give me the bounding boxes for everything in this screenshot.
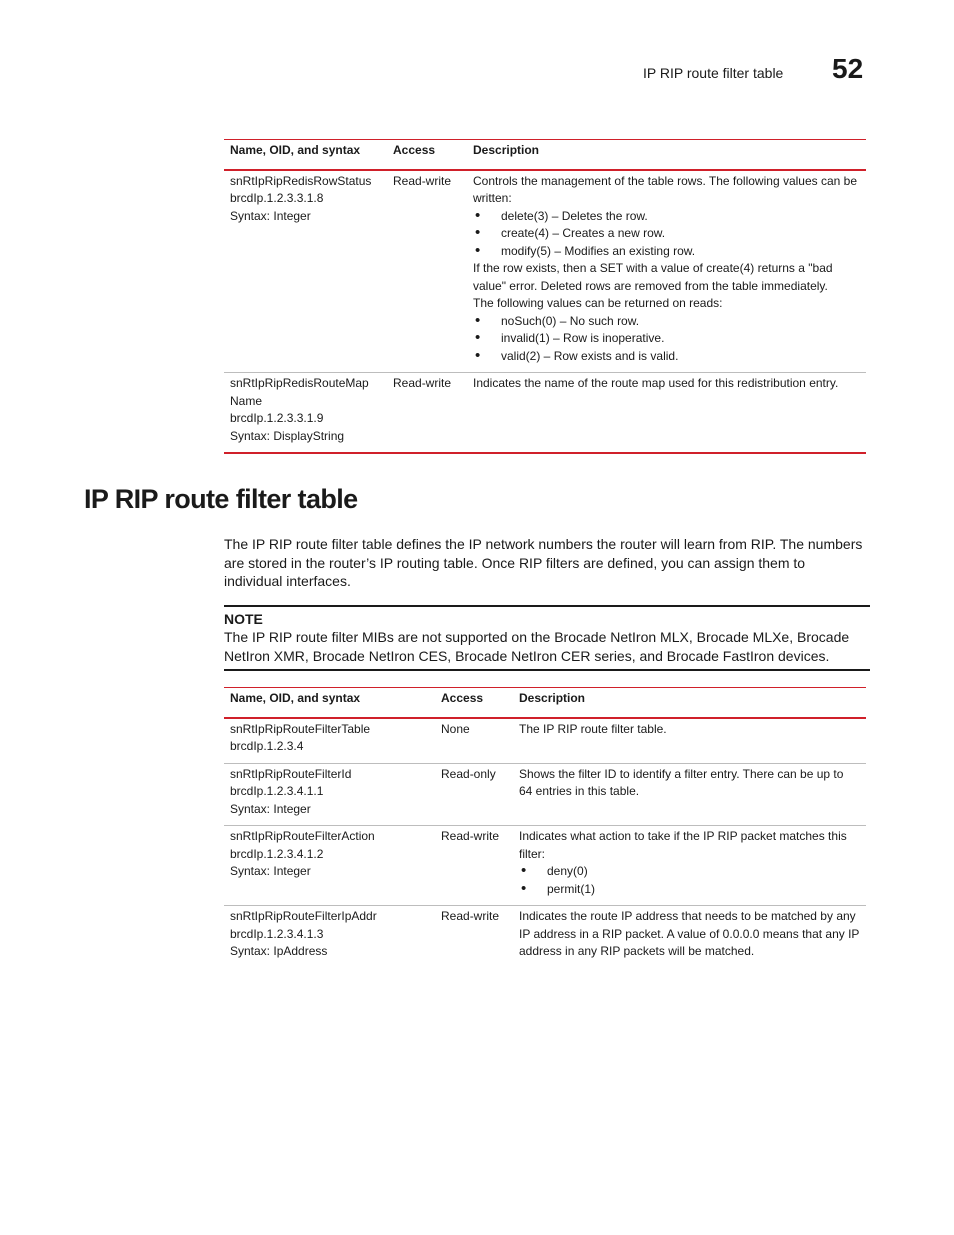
table-row bbox=[224, 763, 866, 826]
name-cell bbox=[224, 373, 387, 454]
name-cell bbox=[224, 170, 387, 373]
object-syntax: Syntax: IpAddress bbox=[230, 944, 328, 958]
object-oid: brcdIp.1.2.3.4 bbox=[230, 739, 304, 753]
description-cell: Indicates the route IP address that needs to be matched by any IP address in a RIP packet. A value of 0.0.0.0 means that any IP address in any RIP packets will be matched. bbox=[519, 909, 860, 958]
description-cell bbox=[513, 826, 866, 906]
access-cell: Read-write bbox=[435, 826, 513, 906]
column-header-name: Name, OID, and syntax bbox=[224, 140, 387, 170]
list-item: • deny(0) bbox=[519, 863, 860, 881]
list-item: • create(4) – Creates a new row. bbox=[473, 225, 860, 243]
table-header-row bbox=[224, 140, 866, 170]
list-item: • valid(2) – Row exists and is valid. bbox=[473, 348, 860, 366]
object-name: snRtIpRipRouteFilterId bbox=[230, 766, 352, 781]
note-box bbox=[224, 605, 870, 671]
access-cell: Read-write bbox=[387, 373, 467, 454]
object-oid: brcdIp.1.2.3.3.1.9 bbox=[230, 411, 324, 425]
description-cell bbox=[467, 170, 866, 373]
name-cell bbox=[224, 826, 435, 906]
table-row bbox=[224, 170, 866, 373]
description-cell: Indicates the name of the route map used for this redistribution entry. bbox=[467, 373, 866, 454]
note-text: The IP RIP route filter MIBs are not supported on the Brocade NetIron MLX, Brocade MLXe, Brocade NetIron XMR, Brocade NetIron CES, Brocade NetIron CER series, and Brocade FastIron devices. bbox=[224, 629, 850, 664]
object-oid: brcdIp.1.2.3.4.1.1 bbox=[230, 784, 324, 798]
list-item: • modify(5) – Modifies an existing row. bbox=[473, 243, 860, 261]
section-heading: IP RIP route filter table bbox=[84, 484, 358, 514]
object-syntax: Syntax: DisplayString bbox=[230, 428, 345, 443]
name-cell bbox=[224, 718, 435, 764]
column-header-description: Description bbox=[467, 140, 866, 170]
object-oid: brcdIp.1.2.3.4.1.3 bbox=[230, 926, 324, 941]
table-row bbox=[224, 826, 866, 906]
description-cell: Shows the filter ID to identify a filter entry. There can be up to 64 entries in this table. bbox=[513, 763, 866, 826]
column-header-description: Description bbox=[513, 688, 866, 718]
redistribution-table-continued bbox=[224, 139, 866, 454]
chapter-number: 52 bbox=[832, 53, 864, 84]
object-syntax: Syntax: Integer bbox=[230, 801, 311, 816]
access-cell: Read-only bbox=[435, 763, 513, 826]
column-header-name: Name, OID, and syntax bbox=[224, 688, 435, 718]
description-text: If the row exists, then a SET with a value of create(4) returns a "bad value" error. Deleted rows are removed from the table immediately. bbox=[473, 261, 833, 293]
object-name-continued: Name bbox=[230, 393, 263, 408]
object-oid: brcdIp.1.2.3.3.1.8 bbox=[230, 191, 324, 205]
table-row bbox=[224, 718, 866, 764]
description-text: The following values can be returned on reads: bbox=[473, 296, 723, 310]
column-header-access: Access bbox=[435, 688, 513, 718]
list-item: • permit(1) bbox=[519, 881, 860, 899]
object-name: snRtIpRipRedisRouteMap bbox=[230, 376, 369, 390]
bullet-list bbox=[519, 863, 860, 898]
description-text: Controls the management of the table rows. The following values can be written: bbox=[473, 173, 857, 205]
column-header-access: Access bbox=[387, 140, 467, 170]
object-syntax: Syntax: Integer bbox=[230, 864, 311, 878]
name-cell bbox=[224, 906, 435, 968]
access-cell: Read-write bbox=[387, 170, 467, 373]
description-text: Indicates what action to take if the IP RIP packet matches this filter: bbox=[519, 829, 847, 861]
table-row bbox=[224, 906, 866, 968]
object-name: snRtIpRipRouteFilterAction bbox=[230, 829, 375, 843]
list-item: • invalid(1) – Row is inoperative. bbox=[473, 330, 860, 348]
section-intro-paragraph: The IP RIP route filter table defines the IP network numbers the router will learn from RIP. The numbers are stored in the router’s IP routing table. Once RIP filters are defined, you can assign them to individual interfaces. bbox=[224, 536, 863, 589]
object-name: snRtIpRipRouteFilterTable bbox=[230, 721, 371, 736]
name-cell bbox=[224, 763, 435, 826]
table-header-row bbox=[224, 688, 866, 718]
access-cell: None bbox=[435, 718, 513, 764]
list-item: • noSuch(0) – No such row. bbox=[473, 313, 860, 331]
object-name: snRtIpRipRedisRowStatus bbox=[230, 173, 372, 188]
running-header-title: IP RIP route filter table bbox=[643, 65, 784, 81]
table-row bbox=[224, 373, 866, 454]
access-cell: Read-write bbox=[441, 909, 500, 923]
object-oid: brcdIp.1.2.3.4.1.2 bbox=[230, 846, 324, 861]
route-filter-table bbox=[224, 687, 866, 968]
note-label: NOTE bbox=[224, 611, 263, 627]
object-syntax: Syntax: Integer bbox=[230, 208, 311, 223]
list-item: • delete(3) – Deletes the row. bbox=[473, 208, 860, 226]
description-cell: The IP RIP route filter table. bbox=[513, 718, 866, 764]
bullet-list bbox=[473, 208, 860, 261]
bullet-list bbox=[473, 313, 860, 366]
object-name: snRtIpRipRouteFilterIpAddr bbox=[230, 909, 377, 923]
